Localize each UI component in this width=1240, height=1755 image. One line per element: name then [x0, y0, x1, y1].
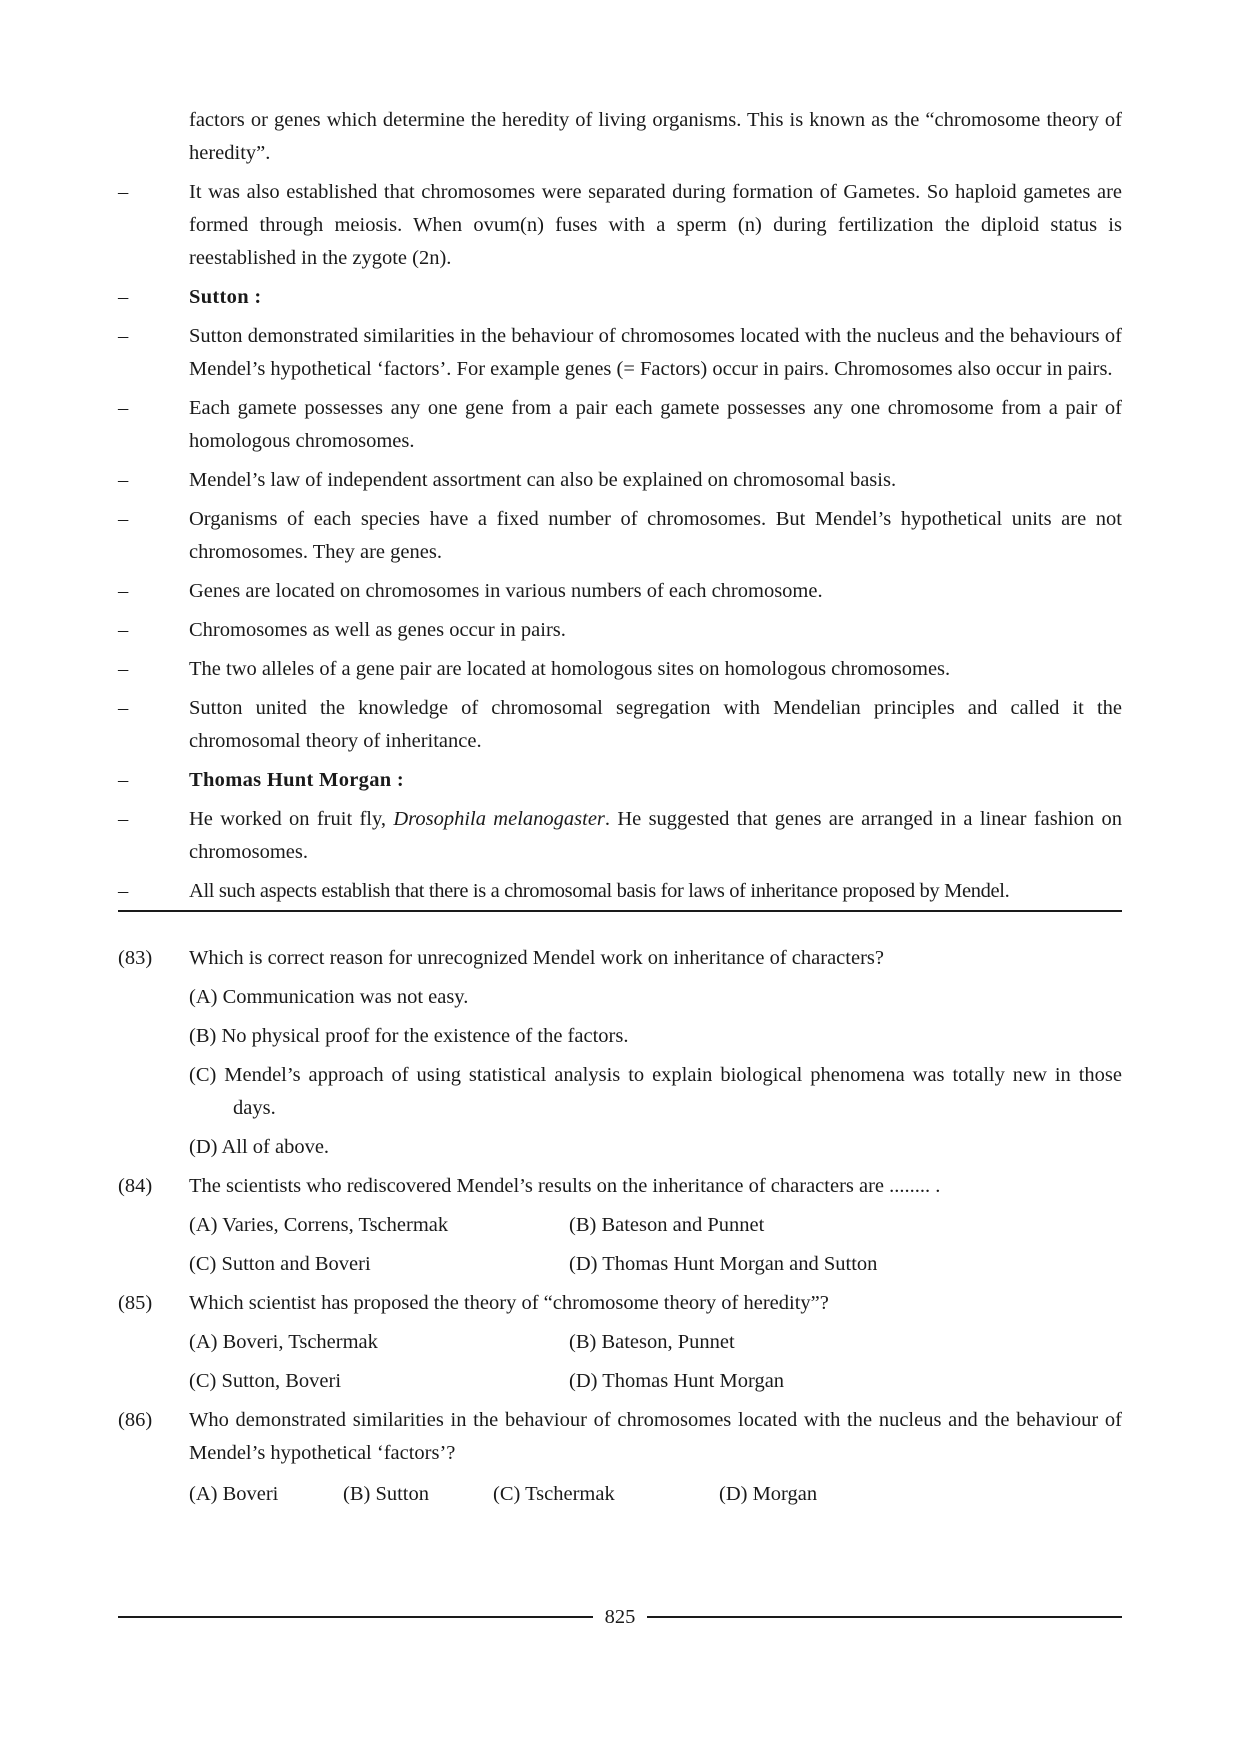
note-dash: – — [118, 469, 129, 491]
note-item — [118, 176, 1122, 275]
note-item — [118, 503, 1122, 569]
note-item — [118, 464, 1122, 497]
note-text-after: . He suggested that genes are arranged in a linear fashion on chromosomes. — [189, 808, 1122, 863]
option-b: (B) Bateson, Punnet — [569, 1331, 735, 1353]
note-text: It was also established that chromosomes were separated during formation of Gametes. So haploid gametes are formed through meiosis. When ovum(n) fuses with a sperm (n) during fertilization the diploid status is reestablished in the zygote (2n). — [189, 181, 1122, 269]
option-c: (C) Tschermak — [493, 1483, 615, 1505]
note-item — [118, 104, 1122, 170]
note-dash: – — [118, 580, 129, 602]
question-text: Which is correct reason for unrecognized Mendel work on inheritance of characters? — [189, 947, 884, 969]
note-text: Chromosomes as well as genes occur in pairs. — [189, 619, 566, 641]
option-d: (D) Thomas Hunt Morgan and Sutton — [569, 1253, 878, 1275]
option-row — [189, 1478, 1122, 1511]
footer-rule-right — [647, 1616, 1122, 1618]
page-number: 825 — [604, 1605, 636, 1628]
note-text: Genes are located on chromosomes in various numbers of each chromosome. — [189, 580, 823, 602]
option-b: (B) Bateson and Punnet — [569, 1214, 765, 1236]
note-text: All such aspects establish that there is a chromosomal basis for laws of inheritance proposed by Mendel. — [189, 880, 1010, 902]
option-d: (D) Morgan — [719, 1483, 818, 1505]
note-text: factors or genes which determine the heredity of living organisms. This is known as the “chromosome theory of heredity”. — [189, 109, 1122, 164]
note-item — [118, 764, 1122, 797]
question-84 — [118, 1170, 1122, 1203]
note-dash: – — [118, 286, 129, 308]
note-item — [118, 875, 1122, 908]
question-85 — [118, 1287, 1122, 1320]
option-a: (A) Boveri, Tschermak — [189, 1331, 378, 1353]
question-number: (86) — [118, 1409, 153, 1431]
option-c: (C) Mendel’s approach of using statistical analysis to explain biological phenomena was totally new in those days. — [189, 1064, 1122, 1119]
note-dash: – — [118, 181, 129, 203]
option-grid — [189, 1326, 1122, 1398]
note-item — [118, 692, 1122, 758]
footer-rule-left — [118, 1616, 593, 1618]
option-a: (A) Communication was not easy. — [189, 986, 469, 1008]
note-text — [189, 803, 1122, 869]
option-a: (A) Boveri — [189, 1483, 279, 1505]
note-dash: – — [118, 880, 129, 902]
section-heading-morgan: Thomas Hunt Morgan : — [189, 769, 405, 791]
question-list — [118, 942, 1122, 1511]
note-dash: – — [118, 397, 129, 419]
question-86 — [118, 1404, 1122, 1470]
note-item — [118, 653, 1122, 686]
section-heading-sutton: Sutton : — [189, 286, 262, 308]
option-c: (C) Sutton and Boveri — [189, 1253, 371, 1275]
option-grid — [189, 1209, 1122, 1281]
note-text: Mendel’s law of independent assortment can also be explained on chromosomal basis. — [189, 469, 897, 491]
note-dash: – — [118, 508, 129, 530]
note-dash — [118, 104, 189, 170]
option-b: (B) Sutton — [343, 1483, 429, 1505]
note-item — [118, 320, 1122, 386]
option-d: (D) Thomas Hunt Morgan — [569, 1370, 785, 1392]
species-name: Drosophila melanogaster — [393, 808, 605, 830]
question-text: The scientists who rediscovered Mendel’s results on the inheritance of characters are ........ . — [189, 1175, 941, 1197]
note-dash: – — [118, 658, 129, 680]
question-83 — [118, 942, 1122, 975]
note-item — [118, 392, 1122, 458]
note-text: Sutton united the knowledge of chromosomal segregation with Mendelian principles and called it the chromosomal theory of inheritance. — [189, 697, 1122, 752]
note-dash: – — [118, 808, 129, 830]
question-text: Which scientist has proposed the theory of “chromosome theory of heredity”? — [189, 1292, 829, 1314]
note-dash: – — [118, 325, 129, 347]
note-item — [118, 281, 1122, 314]
note-text: Organisms of each species have a fixed number of chromosomes. But Mendel’s hypothetical units are not chromosomes. They are genes. — [189, 508, 1122, 563]
note-item — [118, 803, 1122, 869]
question-number: (84) — [118, 1175, 153, 1197]
note-dash: – — [118, 769, 129, 791]
note-text: The two alleles of a gene pair are located at homologous sites on homologous chromosomes. — [189, 658, 951, 680]
note-text: Sutton demonstrated similarities in the behaviour of chromosomes located with the nucleus and the behaviours of Mendel’s hypothetical ‘factors’. For example genes (= Factors) occur in pairs. Chromosomes also occur in pairs. — [189, 325, 1122, 380]
note-dash: – — [118, 697, 129, 719]
page-footer — [118, 1600, 1122, 1634]
note-text: Each gamete possesses any one gene from a pair each gamete possesses any one chromosome from a pair of homologous chromosomes. — [189, 397, 1122, 452]
note-dash: – — [118, 619, 129, 641]
page-content — [118, 104, 1122, 1511]
option-b: (B) No physical proof for the existence of the factors. — [189, 1025, 629, 1047]
option-d: (D) All of above. — [189, 1136, 330, 1158]
section-divider — [118, 910, 1122, 912]
option-a: (A) Varies, Correns, Tschermak — [189, 1214, 449, 1236]
note-text-before: He worked on fruit fly, — [189, 808, 394, 830]
option-c: (C) Sutton, Boveri — [189, 1370, 342, 1392]
question-number: (83) — [118, 947, 153, 969]
notes-list — [118, 104, 1122, 908]
note-item — [118, 614, 1122, 647]
note-item — [118, 575, 1122, 608]
question-number: (85) — [118, 1292, 153, 1314]
question-text: Who demonstrated similarities in the behaviour of chromosomes located with the nucleus and the behaviour of Mendel’s hypothetical ‘factors’? — [189, 1409, 1122, 1464]
